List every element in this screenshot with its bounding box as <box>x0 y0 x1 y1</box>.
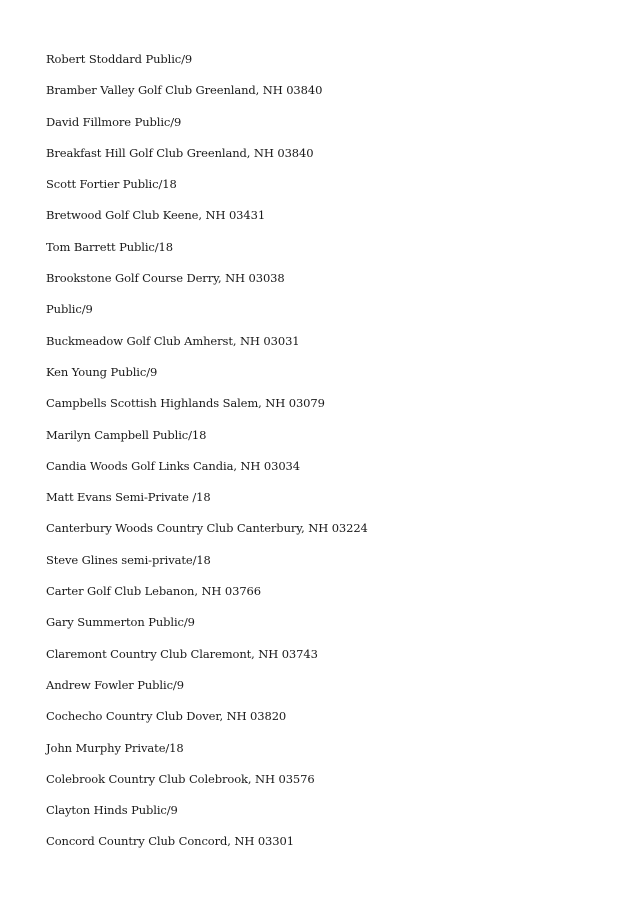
list-item: Clayton Hinds Public/9 <box>46 803 178 818</box>
list-item: Marilyn Campbell Public/18 <box>46 427 207 442</box>
list-item: Public/9 <box>46 302 93 317</box>
list-item: John Murphy Private/18 <box>46 740 184 755</box>
list-item: Bramber Valley Golf Club Greenland, NH 03840 <box>46 83 323 98</box>
list-item: Robert Stoddard Public/9 <box>46 52 193 66</box>
list-item: Claremont Country Club Claremont, NH 03743 <box>46 646 318 661</box>
list-item: Matt Evans Semi-Private /18 <box>46 490 211 505</box>
list-item: Campbells Scottish Highlands Salem, NH 03079 <box>46 396 325 411</box>
list-item: Candia Woods Golf Links Candia, NH 03034 <box>46 458 300 473</box>
list-item: Brookstone Golf Course Derry, NH 03038 <box>46 271 285 286</box>
list-item: Steve Glines semi-private/18 <box>46 552 211 567</box>
list-item: Bretwood Golf Club Keene, NH 03431 <box>46 208 266 223</box>
list-item: Concord Country Club Concord, NH 03301 <box>46 834 294 849</box>
list-item: Carter Golf Club Lebanon, NH 03766 <box>46 584 261 599</box>
list-item: Buckmeadow Golf Club Amherst, NH 03031 <box>46 333 300 348</box>
list-item: Canterbury Woods Country Club Canterbury, NH 03224 <box>46 521 368 536</box>
list-item: Andrew Fowler Public/9 <box>46 677 184 692</box>
list-item: David Fillmore Public/9 <box>46 114 182 129</box>
list-item: Gary Summerton Public/9 <box>46 615 195 630</box>
list-item: Scott Fortier Public/18 <box>46 177 177 192</box>
list-item: Cochecho Country Club Dover, NH 03820 <box>46 709 287 724</box>
list-item: Ken Young Public/9 <box>46 364 158 379</box>
list-item: Colebrook Country Club Colebrook, NH 03576 <box>46 771 315 786</box>
golf-club-list <box>46 49 368 863</box>
list-item: Breakfast Hill Golf Club Greenland, NH 03840 <box>46 145 314 160</box>
list-item: Tom Barrett Public/18 <box>46 239 173 254</box>
